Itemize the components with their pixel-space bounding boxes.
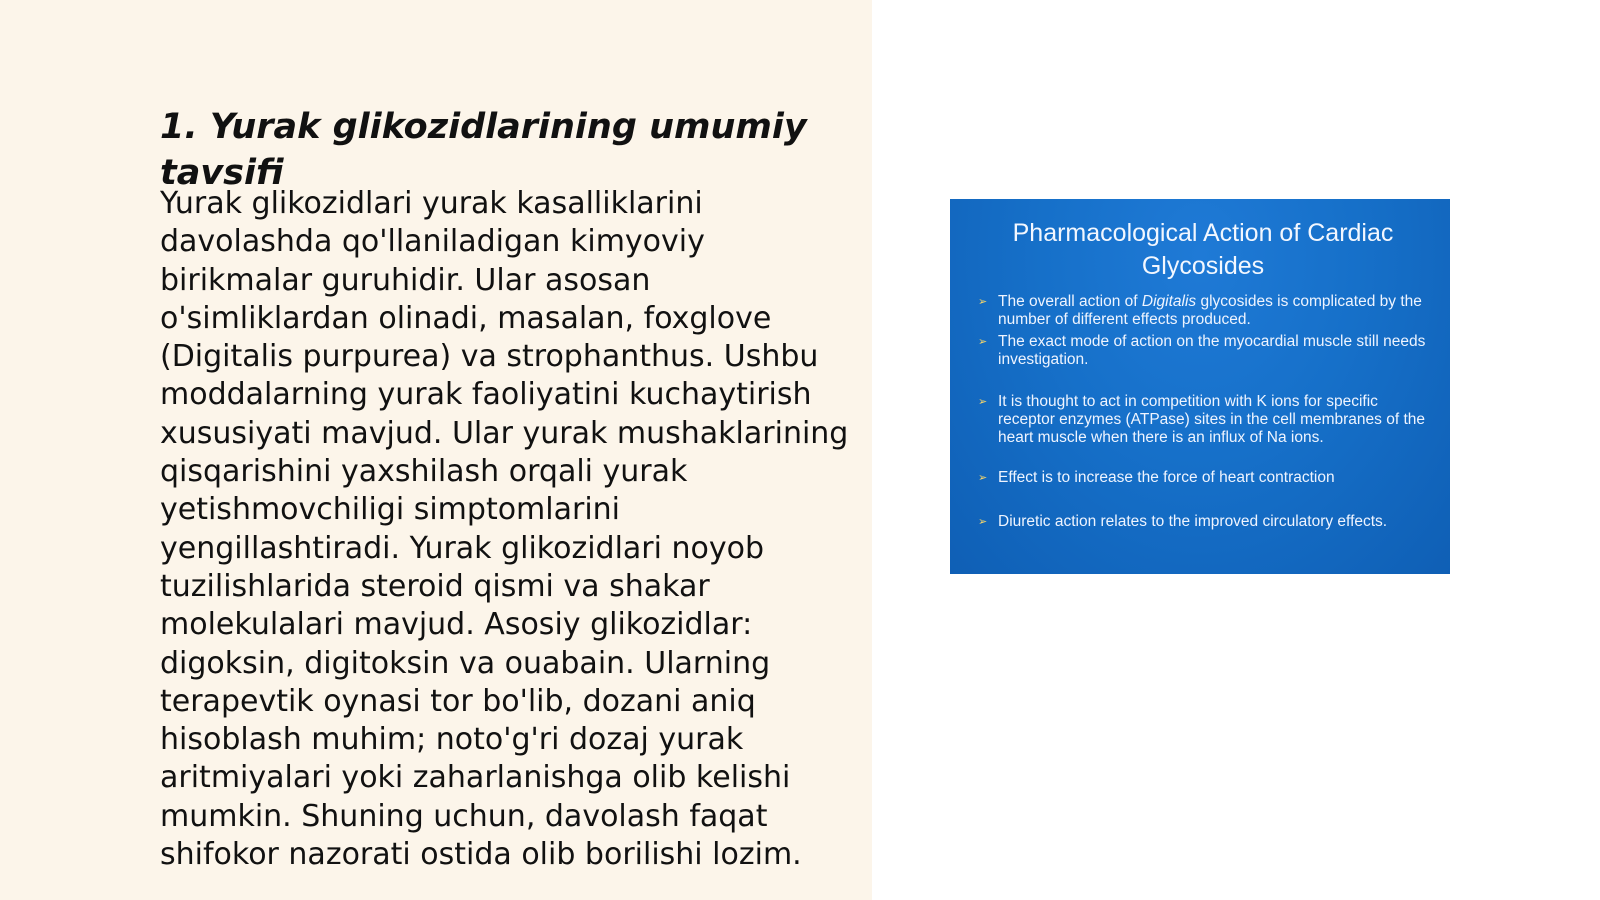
arrow-bullet-icon: ➢ <box>978 296 988 308</box>
bullet-emphasis: Digitalis <box>1141 293 1197 310</box>
slide-title: 1. Yurak glikozidlarining umumiy tavsifi <box>160 107 807 193</box>
bullet-text: Effect is to increase the force of heart contraction <box>998 469 1335 486</box>
arrow-bullet-icon: ➢ <box>978 396 988 408</box>
arrow-bullet-icon: ➢ <box>978 336 988 348</box>
image-bullet <box>978 469 1428 487</box>
bullet-text: Diuretic action relates to the improved circulatory effects. <box>998 513 1388 530</box>
bullet-text: It is thought to act in competition with K ions for specific receptor enzymes (ATPase) sites in the cell membranes of the heart muscle when there is an influx of Na ions. <box>998 393 1425 446</box>
bullet-text: glycosides is complicated by the number of different effects produced. <box>998 293 1422 328</box>
image-bullet <box>978 393 1428 447</box>
image-title: Pharmacological Action of Cardiac Glycosides <box>1012 219 1394 280</box>
bullet-text: The exact mode of action on the myocardial muscle still needs investigation. <box>998 333 1426 368</box>
image-bullet-list <box>978 293 1428 531</box>
arrow-bullet-icon: ➢ <box>978 472 988 484</box>
image-bullet <box>978 293 1428 329</box>
slide-body-text: Yurak glikozidlari yurak kasalliklarini davolashda qo'llaniladigan kimyoviy birikmalar guruhidir. Ular asosan o'simliklardan olinadi, masalan, foxglove (Digitalis purpurea) va strophanthus. Ushbu moddalarning yurak faoliyatini kuchaytirish xususiyati mavjud. Ular yurak mushaklarining qisqarishini yaxshilash orqali yurak yetishmovchiligi simptomlarini yengillashtiradi. Yurak glikozidlari noyob tuzilishlarida steroid qismi va shakar molekulalari mavjud. Asosiy glikozidlar: digoksin, digitoksin va ouabain. Ularning terapevtik oynasi tor bo'lib, dozani aniq hisoblash muhim; noto'g'ri dozaj yurak aritmiyalari yoki zaharlanishga olib kelishi mumkin. Shuning uchun, davolash faqat shifokor nazorati ostida olib borilishi lozim. <box>160 186 849 873</box>
arrow-bullet-icon: ➢ <box>978 516 988 528</box>
pharmacology-slide-image <box>950 199 1450 574</box>
image-bullet <box>978 513 1428 531</box>
bullet-text: The overall action of <box>998 293 1142 310</box>
image-bullet <box>978 333 1428 369</box>
